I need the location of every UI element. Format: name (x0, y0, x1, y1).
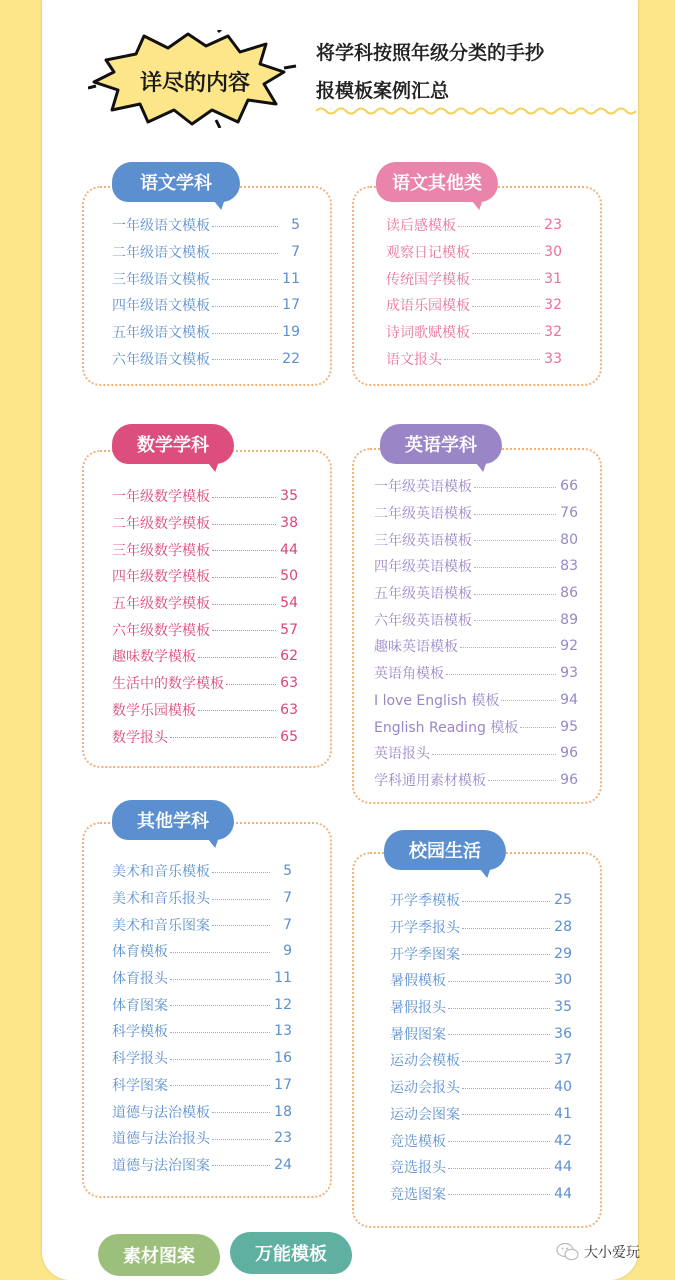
tag-campus: 校园生活 (384, 830, 506, 870)
list-item[interactable]: English Reading 模板 95 (374, 718, 578, 736)
header-badge (88, 30, 298, 128)
list-other (112, 858, 292, 1178)
list-item[interactable]: 美术和音乐报头 7 (112, 890, 292, 908)
list-item[interactable]: 四年级数学模板 50 (112, 568, 298, 586)
list-item[interactable]: 趣味数学模板 62 (112, 648, 298, 666)
list-item[interactable]: 五年级语文模板 19 (112, 324, 300, 342)
list-item[interactable]: 运动会模板 37 (390, 1052, 572, 1070)
list-item[interactable]: 暑假图案 36 (390, 1025, 572, 1043)
wechat-icon (556, 1242, 580, 1262)
list-item[interactable]: 科学模板 13 (112, 1023, 292, 1041)
list-item[interactable]: 六年级英语模板 89 (374, 611, 578, 629)
list-item[interactable]: 六年级语文模板 22 (112, 350, 300, 368)
badge-text: 详尽的内容 (139, 70, 250, 96)
list-item[interactable]: 六年级数学模板 57 (112, 621, 298, 639)
list-item[interactable]: 体育模板 9 (112, 943, 292, 961)
list-item[interactable]: 三年级语文模板 11 (112, 270, 300, 288)
list-item[interactable]: 数学乐园模板 63 (112, 701, 298, 719)
list-item[interactable]: 竞选模板 42 (390, 1132, 572, 1150)
list-item[interactable]: 学科通用素材模板 96 (374, 771, 578, 789)
list-item[interactable]: 二年级数学模板 38 (112, 515, 298, 533)
list-item[interactable]: 道德与法治报头 23 (112, 1130, 292, 1148)
tag-other: 其他学科 (112, 800, 234, 840)
list-item[interactable]: 三年级英语模板 80 (374, 531, 578, 549)
list-item[interactable]: 英语角模板 93 (374, 665, 578, 683)
intro-text (316, 34, 616, 110)
list-item[interactable]: 数学报头 65 (112, 728, 298, 746)
list-item[interactable]: 传统国学模板 31 (386, 270, 562, 288)
list-item[interactable]: 体育图案 12 (112, 996, 292, 1014)
list-item[interactable]: 诗词歌赋模板 32 (386, 324, 562, 342)
tag-chinese-other: 语文其他类 (376, 162, 498, 202)
list-item[interactable]: 暑假模板 30 (390, 972, 572, 990)
list-chinese (112, 212, 300, 372)
list-item[interactable]: 美术和音乐模板 5 (112, 863, 292, 881)
intro-line-1: 将学科按照年级分类的手抄 (316, 42, 545, 64)
list-item[interactable]: 四年级英语模板 83 (374, 558, 578, 576)
list-math (112, 483, 298, 750)
list-item[interactable]: 观察日记模板 30 (386, 244, 562, 262)
list-item[interactable]: 竞选图案 44 (390, 1185, 572, 1203)
list-campus (390, 887, 572, 1207)
list-item[interactable]: 生活中的数学模板 63 (112, 675, 298, 693)
list-item[interactable]: 读后感模板 23 (386, 217, 562, 235)
list-item[interactable]: 道德与法治模板 18 (112, 1103, 292, 1121)
list-item[interactable]: 英语报头 96 (374, 745, 578, 763)
list-item[interactable]: 科学报头 16 (112, 1050, 292, 1068)
list-english (374, 473, 578, 793)
watermark (556, 1242, 640, 1262)
list-item[interactable]: 四年级语文模板 17 (112, 297, 300, 315)
list-item[interactable]: 科学图案 17 (112, 1076, 292, 1094)
tag-universal-templates[interactable]: 万能模板 (230, 1232, 352, 1274)
list-item[interactable]: 竞选报头 44 (390, 1159, 572, 1177)
watermark-text: 大小爱玩 (584, 1245, 640, 1261)
list-item[interactable]: 趣味英语模板 92 (374, 638, 578, 656)
list-item[interactable]: 一年级英语模板 66 (374, 478, 578, 496)
list-item[interactable]: 三年级数学模板 44 (112, 541, 298, 559)
list-item[interactable]: 开学季报头 28 (390, 919, 572, 937)
list-item[interactable]: 语文报头 33 (386, 350, 562, 368)
list-item[interactable]: 运动会报头 40 (390, 1079, 572, 1097)
tag-english: 英语学科 (380, 424, 502, 464)
list-item[interactable]: I love English 模板 94 (374, 691, 578, 709)
tag-materials[interactable]: 素材图案 (98, 1234, 220, 1276)
list-chinese-other (386, 212, 562, 372)
list-item[interactable]: 一年级语文模板 5 (112, 217, 300, 235)
list-item[interactable]: 美术和音乐图案 7 (112, 916, 292, 934)
wave-divider-icon (316, 106, 638, 116)
list-item[interactable]: 暑假报头 35 (390, 999, 572, 1017)
list-item[interactable]: 一年级数学模板 35 (112, 488, 298, 506)
list-item[interactable]: 五年级英语模板 86 (374, 585, 578, 603)
list-item[interactable]: 五年级数学模板 54 (112, 595, 298, 613)
list-item[interactable]: 二年级语文模板 7 (112, 244, 300, 262)
tag-chinese: 语文学科 (112, 162, 240, 202)
list-item[interactable]: 二年级英语模板 76 (374, 505, 578, 523)
list-item[interactable]: 开学季图案 29 (390, 945, 572, 963)
list-item[interactable]: 体育报头 11 (112, 970, 292, 988)
list-item[interactable]: 道德与法治图案 24 (112, 1156, 292, 1174)
list-item[interactable]: 成语乐园模板 32 (386, 297, 562, 315)
list-item[interactable]: 开学季模板 25 (390, 892, 572, 910)
tag-math: 数学学科 (112, 424, 234, 464)
intro-line-2: 报模板案例汇总 (316, 80, 450, 102)
list-item[interactable]: 运动会图案 41 (390, 1105, 572, 1123)
